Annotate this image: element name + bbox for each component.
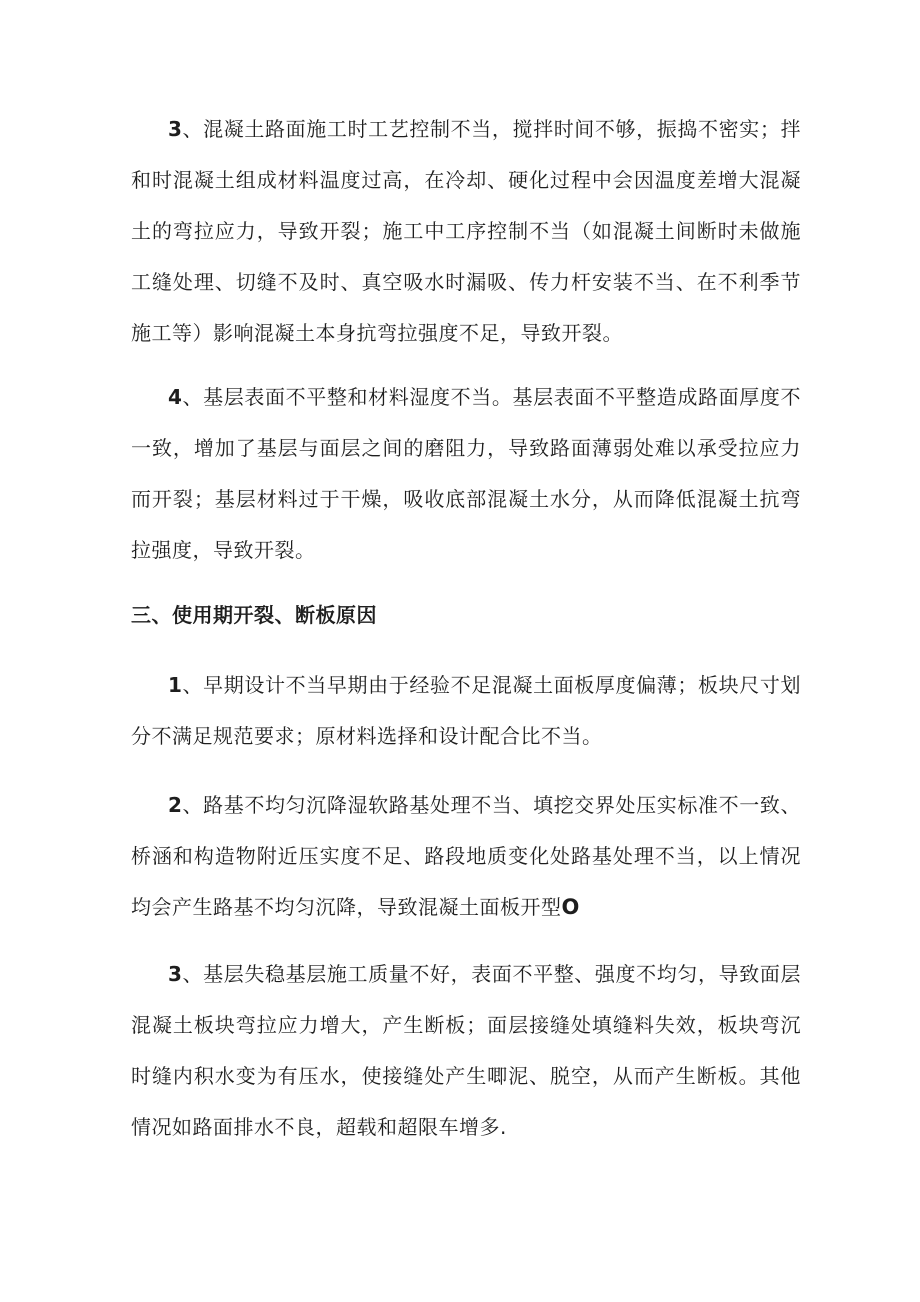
paragraph-number: 3: [168, 962, 183, 986]
paragraph-tail-mark: O: [561, 895, 580, 919]
paragraph-text: 、基层表面不平整和材料湿度不当。基层表面不平整造成路面厚度不一致，增加了基层与面层之间的磨阻力，导致路面薄弱处难以承受拉应力而开裂；基层材料过于干燥，吸收底部混凝土水分，从而降低混凝土抗弯拉强度，导致开裂。: [131, 385, 801, 562]
paragraph-text: 、路基不均匀沉降湿软路基处理不当、填挖交界处压实标准不一致、桥涵和构造物附近压实度不足、路段地质变化处路基处理不当，以上情况均会产生路基不均匀沉降，导致混凝土面板开型: [131, 793, 801, 919]
paragraph-number: 3: [168, 117, 183, 141]
section-heading: 三、使用期开裂、断板原因: [131, 603, 377, 627]
paragraph-1-early-design: [131, 660, 801, 762]
paragraph-number: 2: [168, 793, 183, 817]
paragraph-number: 1: [168, 673, 183, 697]
paragraph-4-base-layer: [131, 372, 801, 576]
paragraph-number: 4: [168, 385, 183, 409]
paragraph-3-base-instability: [131, 949, 801, 1153]
paragraph-text: 、混凝土路面施工时工艺控制不当，搅拌时间不够，振捣不密实；拌和时混凝土组成材料温度过高，在冷却、硬化过程中会因温度差增大混凝土的弯拉应力，导致开裂；施工中工序控制不当（如混凝土间断时未做施工缝处理、切缝不及时、真空吸水时漏吸、传力杆安装不当、在不利季节施工等）影响混凝土本身抗弯拉强度不足，导致开裂。: [131, 117, 801, 345]
paragraph-3-construction-control: [131, 104, 801, 359]
paragraph-text: 、基层失稳基层施工质量不好，表面不平整、强度不均匀，导致面层混凝土板块弯拉应力增大，产生断板；面层接缝处填缝料失效，板块弯沉时缝内积水变为有压水，使接缝处产生唧泥、脱空，从而产生断板。其他情况如路面排水不良，超载和超限车增多.: [131, 962, 801, 1139]
paragraph-text: 、早期设计不当早期由于经验不足混凝土面板厚度偏薄；板块尺寸划分不满足规范要求；原材料选择和设计配合比不当。: [131, 673, 801, 748]
paragraph-2-subgrade-settlement: [131, 780, 801, 933]
